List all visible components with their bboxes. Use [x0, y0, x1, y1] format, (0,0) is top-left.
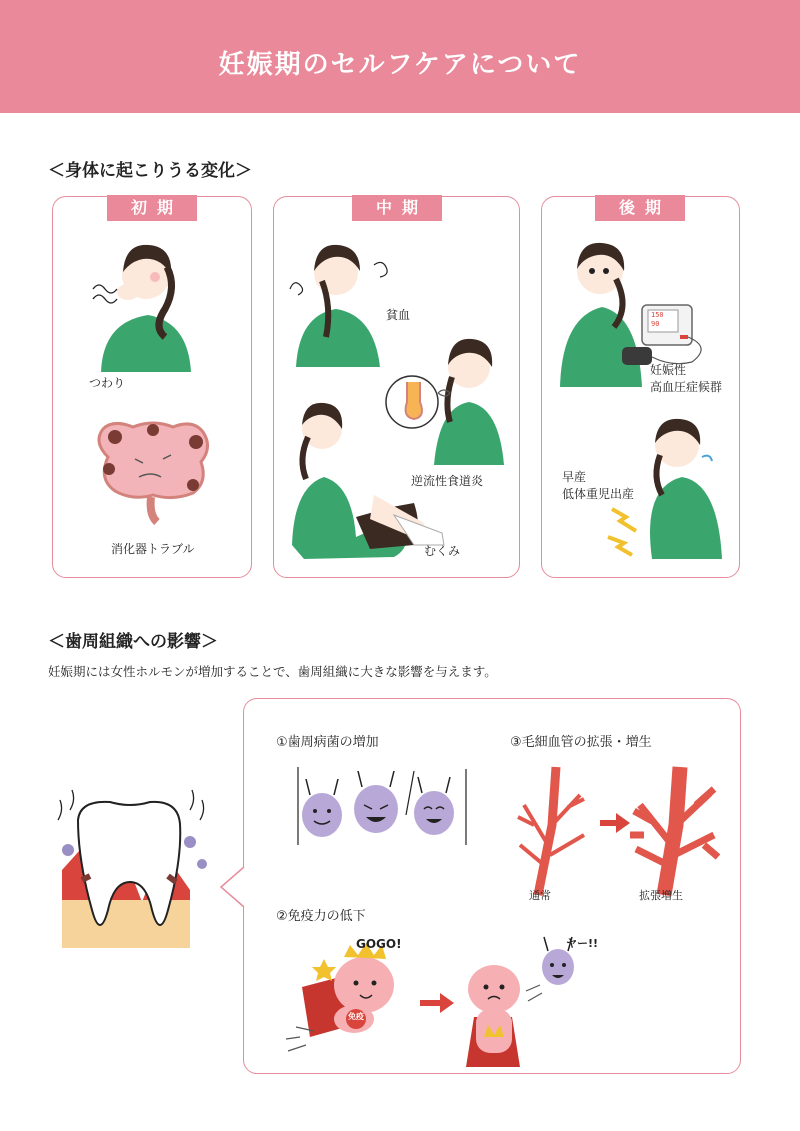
page-title: 妊娠期のセルフケアについて — [218, 50, 582, 80]
dilated-vessel — [630, 767, 718, 895]
card-early — [52, 196, 252, 578]
label-normal: 通常 — [529, 889, 551, 902]
immune-hero — [286, 943, 394, 1051]
bp-diastolic: 90 — [651, 320, 660, 328]
periodontal-effects-box — [243, 698, 741, 1074]
label-low-birth-weight: 低体重児出産 — [562, 487, 635, 501]
bacteria-characters — [284, 765, 484, 865]
bp-monitor-readout — [651, 311, 664, 329]
label-morning-sickness: つわり — [89, 376, 126, 390]
weakened-hero — [466, 965, 520, 1067]
page-header — [0, 0, 800, 113]
normal-vessel — [518, 767, 584, 895]
item-immunity-title: ②免疫力の低下 — [276, 909, 366, 924]
bacteria-3 — [414, 769, 466, 845]
intestine-icon — [53, 197, 251, 577]
immunity-illustration — [280, 927, 610, 1067]
label-digestive-trouble: 消化器トラブル — [111, 542, 195, 556]
bp-systolic: 150 — [651, 311, 664, 319]
badge-late: 後期 — [595, 195, 685, 221]
label-reflux-esophagitis: 逆流性食道炎 — [411, 474, 484, 488]
card-mid — [273, 196, 520, 578]
shout-yaa: ヤー!! — [566, 937, 599, 950]
section-heading-periodontal: ＜歯周組織への影響＞ — [48, 632, 218, 652]
label-preterm: 早産 — [562, 470, 587, 484]
speech-pointer — [221, 867, 251, 907]
bacteria-2 — [354, 771, 414, 833]
label-hypertension-syndrome: 高血圧症候群 — [650, 380, 723, 394]
label-anemia: 貧血 — [386, 308, 411, 322]
intro-text: 妊娠期には女性ホルモンが増加することで、歯周組織に大きな影響を与えます。 — [48, 664, 497, 679]
section-heading-body-changes: ＜身体に起こりうる変化＞ — [48, 161, 252, 181]
badge-mid: 中期 — [352, 195, 442, 221]
badge-early: 初期 — [107, 195, 197, 221]
tooth-gum-illustration — [50, 790, 230, 990]
bacteria-1 — [298, 767, 342, 845]
item-bacteria-increase-title: ①歯周病菌の増加 — [276, 735, 379, 750]
label-dilated: 拡張増生 — [639, 889, 683, 902]
item-capillary-title: ③毛細血管の拡張・増生 — [510, 735, 652, 750]
label-pregnancy: 妊娠性 — [650, 363, 687, 377]
label-swelling: むくみ — [424, 544, 461, 558]
shout-gogo: GOGO! — [356, 937, 402, 951]
capillary-illustration — [514, 765, 734, 905]
mid-illustrations — [274, 197, 519, 577]
cape-text: 免疫 — [348, 1012, 364, 1021]
card-late — [541, 196, 740, 578]
